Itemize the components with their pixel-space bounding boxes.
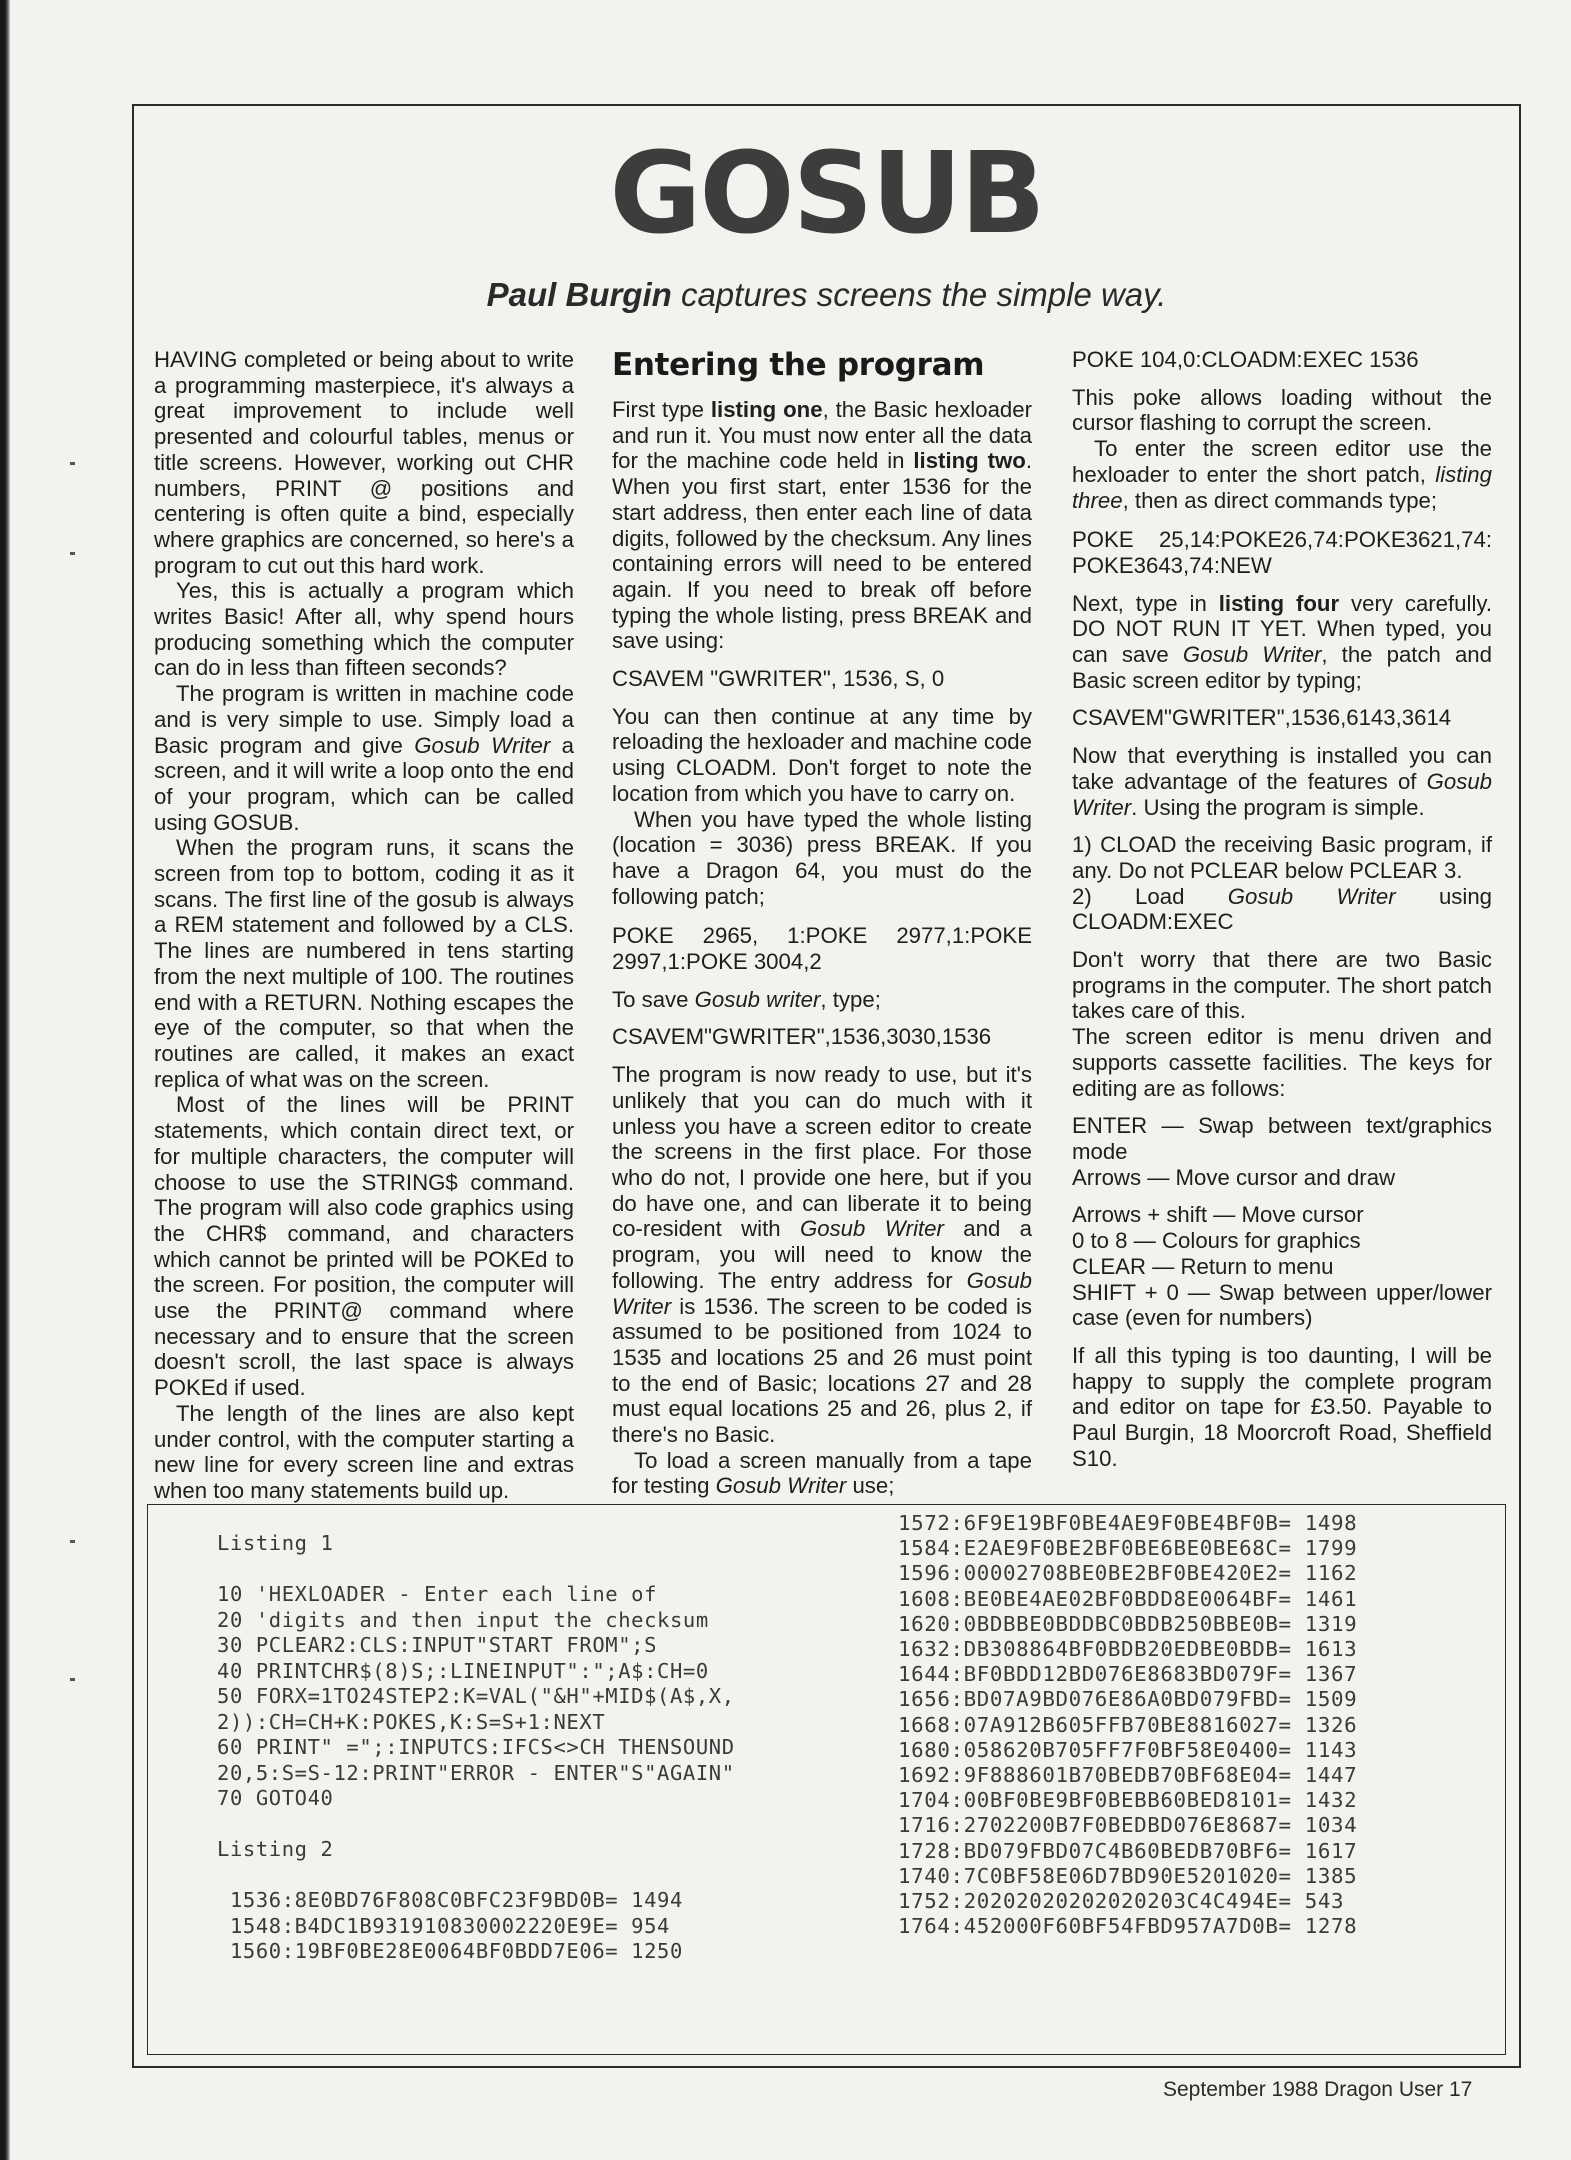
listings-box (147, 1504, 1506, 2055)
code-line: 40 PRINTCHR$(8)S;:LINEINPUT":";A$:CH=0 (217, 1658, 709, 1683)
key-description: ENTER — Swap between text/graphics mode (1072, 1113, 1492, 1164)
code-line (217, 1863, 735, 1889)
code-line: 1548:B4DC1B931910830002220E9E= 954 (217, 1913, 670, 1938)
paragraph: To load a screen manually from a tape for testing Gosub Writer use; (612, 1447, 1032, 1499)
byline-text: captures screens the simple way. (671, 276, 1167, 313)
paragraph: When you have typed the whole listing (location = 3036) press BREAK. If you have a Dragon 64, you must do the following patch; (612, 806, 1032, 909)
paragraph: When the program runs, it scans the screen from top to bottom, coding it as it scans. The first line of the gosub is always a REM statement and followed by a CLS. The lines are numbered in tens starting from the next multiple of 100. The routines end with a RETURN. Nothing escapes the eye of the computer, so that when the routines are called, it makes an exact replica of what was on the screen. (154, 835, 574, 1092)
code-line: 1584:E2AE9F0BE2BF0BE6BE0BE68C= 1799 (898, 1536, 1358, 1561)
code-line: 1764:452000F60BF54FBD957A7D0B= 1278 (898, 1914, 1358, 1939)
code-line: 1752:20202020202020203C4C494E= 543 (898, 1889, 1345, 1914)
paragraph: If all this typing is too daunting, I will be happy to supply the complete program and editor on tape for £3.50. Payable to Paul Burgin, 18 Moorcroft Road, Sheffield S10. (1072, 1342, 1492, 1471)
key-description: Arrows + shift — Move cursor (1072, 1202, 1364, 1228)
code-line: 1560:19BF0BE28E0064BF0BDD7E06= 1250 (217, 1939, 683, 1963)
code-line: Listing 1 (217, 1531, 334, 1555)
key-description: Arrows — Move cursor and draw (1072, 1164, 1396, 1190)
command-line: POKE 2965, 1:POKE 2977,1:POKE 2997,1:POKE 3004,2 (612, 923, 1032, 975)
code-line: 1740:7C0BF58E06D7BD90E5201020= 1385 (898, 1863, 1358, 1888)
code-line: 1656:BD07A9BD076E86A0BD079FBD= 1509 (898, 1687, 1358, 1712)
code-line: 1680:058620B705FF7F0BF58E0400= 1143 (898, 1737, 1358, 1762)
paragraph: The program is written in machine code and is very simple to use. Simply load a Basic program and give Gosub Writer a screen, and it will write a loop onto the end of your program, which can be called using GOSUB. (154, 681, 574, 835)
code-line: 60 PRINT" =";:INPUTCS:IFCS<>CH THENSOUND (217, 1735, 735, 1759)
code-line: 1572:6F9E19BF0BE4AE9F0BE4BF0B= 1498 (898, 1511, 1358, 1535)
margin-mark (70, 552, 75, 555)
code-line: Listing 2 (217, 1837, 334, 1861)
page-binding-edge (0, 0, 10, 2160)
command-line: POKE 104,0:CLOADM:EXEC 1536 (1072, 347, 1419, 372)
paragraph: HAVING completed or being about to write a programming masterpiece, it's always a great improvement to include well presented and colourful tables, menus or title screens. However, working out CHR numbers, PRINT @ positions and centering is often quite a bind, especially where graphics are concerned, so here's a program to cut out this hard work. (154, 347, 574, 578)
column-2 (612, 347, 1032, 1499)
code-line (217, 1557, 735, 1583)
paragraph: First type listing one, the Basic hexloader and run it. You must now enter all the data for the machine code held in listing two. When you first start, enter 1536 for the start address, then enter each line of data digits, followed by the checksum. Any lines containing errors will need to be entered again. If you need to break off before typing the whole listing, press BREAK and save using: (612, 397, 1032, 654)
paragraph: Next, type in listing four very carefully. DO NOT RUN IT YET. When typed, you can save Gosub Writer, the patch and Basic screen editor by typing; (1072, 590, 1492, 693)
code-line: 10 'HEXLOADER - Enter each line of (217, 1582, 658, 1606)
column-3 (1072, 347, 1492, 1471)
paragraph: To save Gosub writer, type; (612, 986, 881, 1012)
margin-mark (70, 1540, 75, 1543)
listing-left (217, 1531, 735, 1965)
code-line: 1644:BF0BDD12BD076E8683BD079F= 1367 (898, 1662, 1358, 1687)
paragraph: Now that everything is installed you can take advantage of the features of Gosub Writer. Using the program is simple. (1072, 743, 1492, 820)
margin-mark (70, 462, 75, 465)
key-description: 0 to 8 — Colours for graphics (1072, 1228, 1361, 1254)
margin-mark (70, 1678, 75, 1681)
code-line: 1668:07A912B605FFB70BE8816027= 1326 (898, 1712, 1358, 1737)
code-line: 70 GOTO40 (217, 1786, 334, 1810)
code-line: 1620:0BDBBE0BDDBC0BDB250BBE0B= 1319 (898, 1611, 1358, 1636)
paragraph: The program is now ready to use, but it's unlikely that you can do much with it unless you have a screen editor to create the screens in the first place. For those who do not, I provide one here, but if you do have one, and can liberate it to being co-resident with Gosub Writer and a program, you will need to know the following. The entry address for Gosub Writer is 1536. The screen to be coded is assumed to be positioned from 1024 to 1535 and locations 25 and 26 must point to the end of Basic; locations 27 and 28 must equal locations 25 and 26, plus 2, if there's no Basic. (612, 1062, 1033, 1448)
code-line: 1596:00002708BE0BE2BF0BE420E2= 1162 (898, 1561, 1358, 1586)
article-byline (134, 276, 1519, 314)
column-1 (154, 347, 574, 1504)
code-line: 1692:9F888601B70BEDB70BF68E04= 1447 (898, 1763, 1358, 1788)
paragraph: The screen editor is menu driven and supports cassette facilities. The keys for editing are as follows: (1072, 1024, 1492, 1101)
instruction-step: 1) CLOAD the receiving Basic program, if any. Do not PCLEAR below PCLEAR 3. (1072, 832, 1492, 883)
command-line: CSAVEM"GWRITER",1536,6143,3614 (1072, 705, 1452, 731)
key-description: SHIFT + 0 — Swap between upper/lower case (even for numbers) (1072, 1279, 1492, 1331)
instruction-step: 2) Load Gosub Writer using CLOADM:EXEC (1072, 883, 1492, 935)
code-line: 1608:BE0BE4AE02BF0BDD8E0064BF= 1461 (898, 1586, 1358, 1611)
paragraph: To enter the screen editor use the hexloader to enter the short patch, listing three, then as direct commands type; (1072, 436, 1492, 513)
command-line: POKE 25,14:POKE26,74:POKE3621,74: POKE3643,74:NEW (1072, 527, 1492, 578)
command-line: CSAVEM"GWRITER",1536,3030,1536 (612, 1024, 992, 1050)
key-description: CLEAR — Return to menu (1072, 1253, 1334, 1279)
paragraph: You can then continue at any time by reloading the hexloader and machine code using CLOADM. Don't forget to note the location from which you have to carry on. (612, 703, 1032, 806)
code-line: 20 'digits and then input the checksum (217, 1607, 709, 1632)
code-line: 50 FORX=1TO24STEP2:K=VAL("&H"+MID$(A$,X, (217, 1684, 735, 1708)
code-line: 1716:2702200B7F0BEDBD076E8687= 1034 (898, 1813, 1358, 1838)
article-frame (132, 104, 1521, 2068)
article-title: GOSUB (609, 129, 1044, 259)
command-line: CSAVEM "GWRITER", 1536, S, 0 (612, 666, 945, 692)
paragraph: This poke allows loading without the cursor flashing to corrupt the screen. (1072, 384, 1492, 436)
paragraph: Yes, this is actually a program which writes Basic! After all, why spend hours producing something which the computer can do in less than fifteen seconds? (154, 578, 574, 681)
section-heading: Entering the program (612, 347, 985, 383)
paragraph: The length of the lines are also kept under control, with the computer starting a new line for every screen line and extras when too many statements build up. (154, 1400, 574, 1503)
code-line: 2)):CH=CH+K:POKES,K:S=S+1:NEXT (217, 1709, 606, 1734)
code-line: 1632:DB308864BF0BDB20EDBE0BDB= 1613 (898, 1637, 1358, 1662)
author-name: Paul Burgin (486, 276, 672, 313)
code-line: 1704:00BF0BE9BF0BEBB60BED8101= 1432 (898, 1788, 1358, 1813)
code-line: 20,5:S=S-12:PRINT"ERROR - ENTER"S"AGAIN" (217, 1760, 735, 1785)
paragraph: Most of the lines will be PRINT statements, which contain direct text, or for multiple characters, the computer will choose to use the STRING$ command. The program will also code graphics using the CHR$ command, and characters which cannot be printed will be POKEd to the screen. For position, the computer will use the PRINT@ command where necessary and to ensure that the screen doesn't scroll, the last space is always POKEd if used. (154, 1092, 574, 1401)
listing-right (898, 1511, 1357, 1939)
code-line (217, 1812, 735, 1838)
code-line: 30 PCLEAR2:CLS:INPUT"START FROM";S (217, 1633, 658, 1657)
page-folio: September 1988 Dragon User 17 (1163, 2078, 1473, 2101)
paragraph: Don't worry that there are two Basic programs in the computer. The short patch takes care of this. (1072, 947, 1492, 1024)
code-line: 1728:BD079FBD07C4B60BEDB70BF6= 1617 (898, 1838, 1358, 1863)
code-line: 1536:8E0BD76F808C0BFC23F9BD0B= 1494 (217, 1888, 683, 1912)
